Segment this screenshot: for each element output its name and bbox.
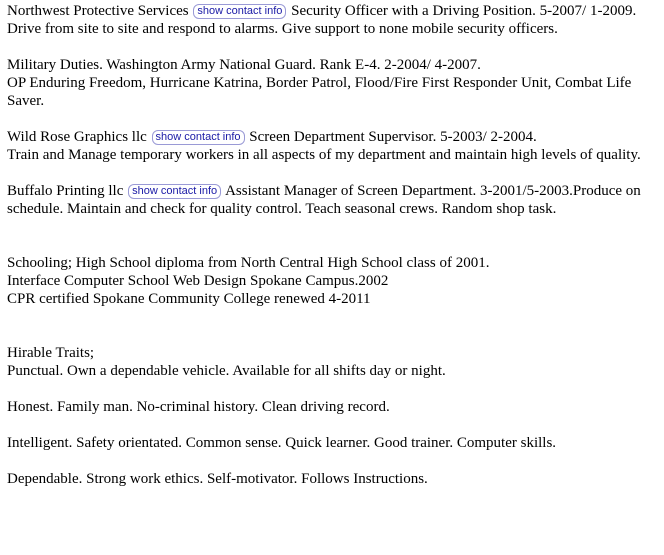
job-description: OP Enduring Freedom, Hurricane Katrina, Border Patrol, Flood/Fire First Responder Unit, Combat Life Saver. [7, 75, 632, 109]
show-contact-info-button[interactable]: show contact info [193, 4, 286, 19]
show-contact-info-button[interactable]: show contact info [128, 184, 221, 199]
trait-line: Punctual. Own a dependable vehicle. Available for all shifts day or night. [7, 363, 446, 379]
job-title-dates: Security Officer with a Driving Position. 5-2007/ 1-2009. [291, 3, 637, 19]
schooling-section [7, 254, 657, 308]
job-title-dates: Assistant Manager of Screen Department. 3-2001/5-2003.Produce on schedule. Maintain and check for quality control. Teach seasonal crews. Random shop task. [7, 183, 641, 217]
traits-section [7, 344, 657, 488]
trait-line: Intelligent. Safety orientated. Common sense. Quick learner. Good trainer. Computer skills. [7, 435, 557, 451]
job-title-dates: Screen Department Supervisor. 5-2003/ 2-2004. [249, 129, 537, 145]
company-name: Wild Rose Graphics llc [7, 129, 147, 145]
trait-line: Honest. Family man. No-criminal history. Clean driving record. [7, 399, 390, 415]
job-entry-wild-rose [7, 128, 657, 164]
company-name: Northwest Protective Services [7, 3, 189, 19]
show-contact-info-button[interactable]: show contact info [152, 130, 245, 145]
job-header [7, 2, 657, 20]
job-description: Train and Manage temporary workers in all aspects of my department and maintain high levels of quality. [7, 147, 641, 163]
job-header [7, 182, 657, 218]
schooling-line: Interface Computer School Web Design Spokane Campus.2002 [7, 273, 389, 289]
job-header: Military Duties. Washington Army National Guard. Rank E-4. 2-2004/ 4-2007. [7, 57, 481, 73]
trait-line: Dependable. Strong work ethics. Self-motivator. Follows Instructions. [7, 471, 428, 487]
job-entry-military [7, 56, 657, 110]
job-entry-buffalo [7, 182, 657, 218]
traits-heading: Hirable Traits; [7, 345, 95, 361]
schooling-line: Schooling; High School diploma from North Central High School class of 2001. [7, 255, 490, 271]
job-entry-northwest [7, 2, 657, 38]
company-name: Buffalo Printing llc [7, 183, 124, 199]
job-description: Drive from site to site and respond to alarms. Give support to none mobile security officers. [7, 21, 558, 37]
job-header [7, 128, 657, 146]
schooling-line: CPR certified Spokane Community College renewed 4-2011 [7, 291, 371, 307]
